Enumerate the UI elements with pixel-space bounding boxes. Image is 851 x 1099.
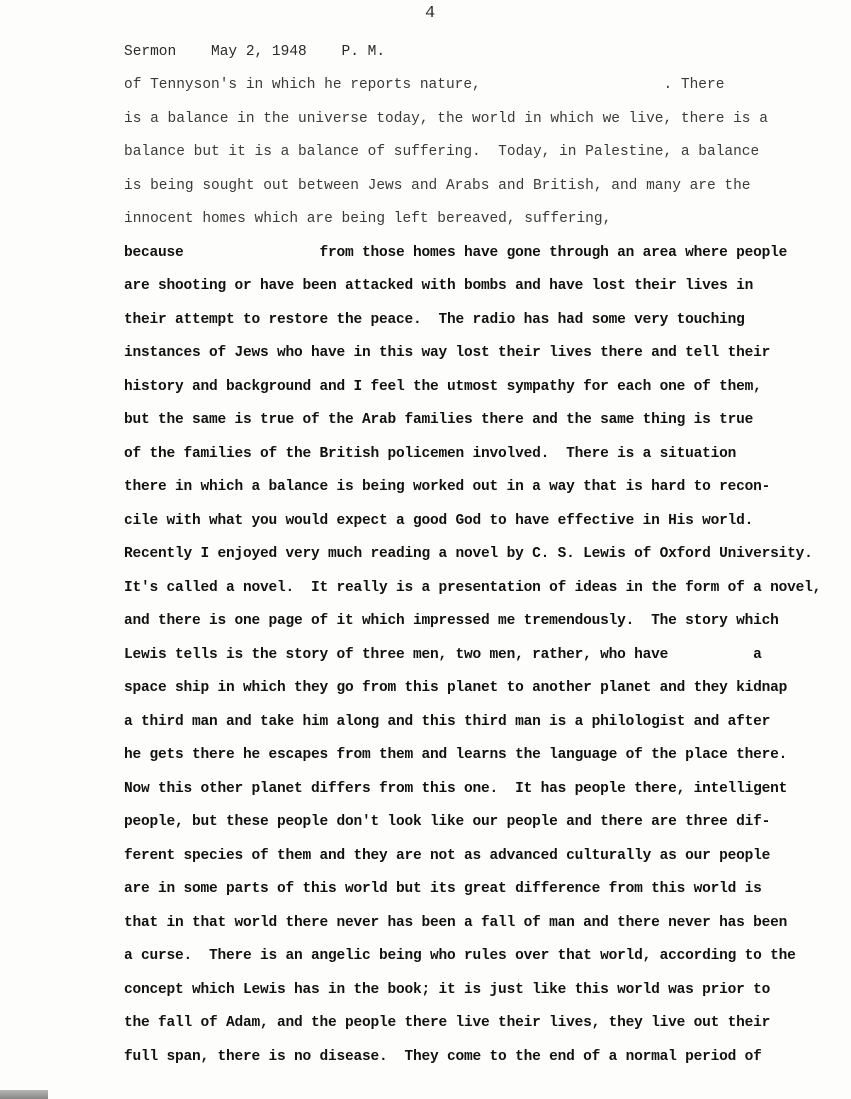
- text-line: ferent species of them and they are not as advanced culturally as our people: [124, 848, 771, 864]
- text-line: a curse. There is an angelic being who rules over that world, according to the: [124, 948, 796, 964]
- text-line: of Tennyson's in which he reports nature, . There: [124, 77, 725, 93]
- text-line: cile with what you would expect a good God to have effective in His world.: [124, 513, 754, 529]
- text-line: he gets there he escapes from them and learns the language of the place there.: [124, 747, 788, 763]
- text-line: concept which Lewis has in the book; it is just like this world was prior to: [124, 982, 771, 998]
- text-line: Recently I enjoyed very much reading a novel by C. S. Lewis of Oxford University.: [124, 546, 813, 562]
- text-line: space ship in which they go from this planet to another planet and they kidnap: [124, 680, 788, 696]
- text-line: there in which a balance is being worked out in a way that is hard to recon-: [124, 479, 771, 495]
- text-line: that in that world there never has been a fall of man and there never has been: [124, 915, 788, 931]
- text-line: their attempt to restore the peace. The radio has had some very touching: [124, 312, 745, 328]
- text-line: and there is one page of it which impressed me tremendously. The story which: [124, 613, 779, 629]
- text-line: people, but these people don't look like our people and there are three dif-: [124, 814, 771, 830]
- text-line: the fall of Adam, and the people there live their lives, they live out their: [124, 1015, 771, 1031]
- text-line: of the families of the British policemen involved. There is a situation: [124, 446, 737, 462]
- text-line: is a balance in the universe today, the world in which we live, there is a: [124, 111, 768, 127]
- document-header: Sermon May 2, 1948 P. M.: [124, 44, 386, 60]
- text-line: a third man and take him along and this third man is a philologist and after: [124, 714, 771, 730]
- text-line: because from those homes have gone through an area where people: [124, 245, 788, 261]
- text-line: Lewis tells is the story of three men, two men, rather, who have a: [124, 647, 762, 663]
- text-line: full span, there is no disease. They come to the end of a normal period of: [124, 1049, 762, 1065]
- scan-edge-mark: [0, 1090, 48, 1099]
- text-line: are shooting or have been attacked with bombs and have lost their lives in: [124, 278, 754, 294]
- text-line: It's called a novel. It really is a presentation of ideas in the form of a novel,: [124, 580, 822, 596]
- text-line: balance but it is a balance of suffering. Today, in Palestine, a balance: [124, 144, 760, 160]
- text-line: innocent homes which are being left bereaved, suffering,: [124, 211, 612, 227]
- text-line: but the same is true of the Arab families there and the same thing is true: [124, 412, 754, 428]
- text-line: Now this other planet differs from this one. It has people there, intelligent: [124, 781, 788, 797]
- text-line: are in some parts of this world but its great difference from this world is: [124, 881, 762, 897]
- page-number: 4: [425, 4, 436, 23]
- text-line: history and background and I feel the utmost sympathy for each one of them,: [124, 379, 762, 395]
- text-line: is being sought out between Jews and Arabs and British, and many are the: [124, 178, 751, 194]
- text-line: instances of Jews who have in this way lost their lives there and tell their: [124, 345, 771, 361]
